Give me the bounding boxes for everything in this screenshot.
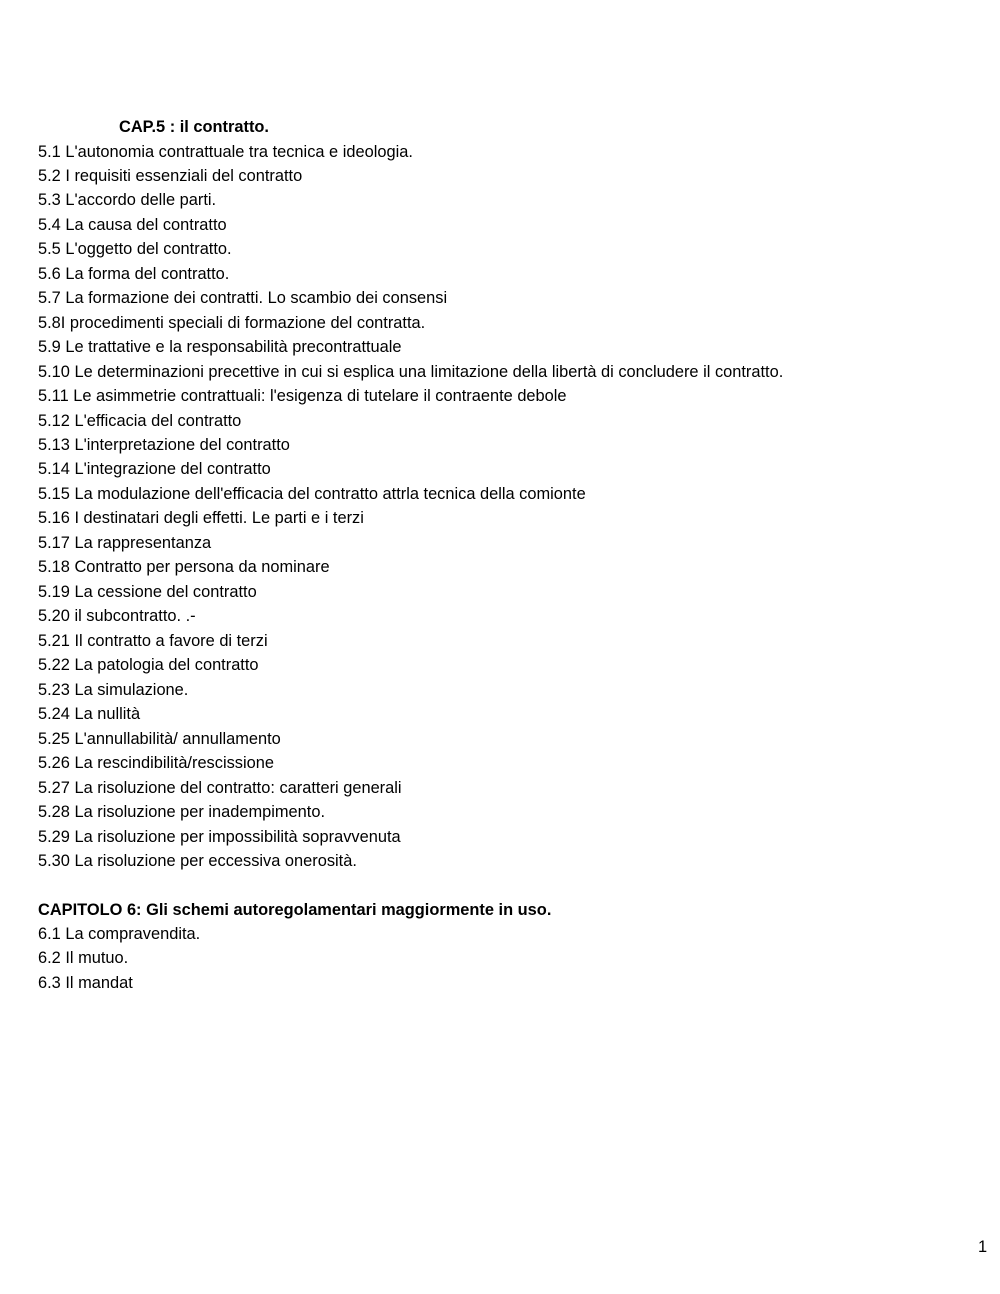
toc-item: 6.2 Il mutuo. xyxy=(38,949,129,967)
toc-item: 5.11 Le asimmetrie contrattuali: l'esigenza di tutelare il contraente debole xyxy=(38,387,567,405)
toc-item: 5.4 La causa del contratto xyxy=(38,216,227,234)
toc-item: 5.16 I destinatari degli effetti. Le parti e i terzi xyxy=(38,509,364,527)
chapter-6-title: CAPITOLO 6: Gli schemi autoregolamentari maggiormente in uso. xyxy=(38,901,552,919)
toc-item: 5.13 L'interpretazione del contratto xyxy=(38,436,290,454)
toc-item: 6.1 La compravendita. xyxy=(38,925,201,943)
toc-item: 6.3 Il mandat xyxy=(38,974,133,992)
toc-item: 5.14 L'integrazione del contratto xyxy=(38,460,271,478)
toc-item: 5.22 La patologia del contratto xyxy=(38,656,259,674)
toc-item: 5.18 Contratto per persona da nominare xyxy=(38,558,330,576)
toc-item: 5.21 Il contratto a favore di terzi xyxy=(38,632,268,650)
toc-item: 5.30 La risoluzione per eccessiva onerosità. xyxy=(38,852,357,870)
toc-item: 5.26 La rescindibilità/rescissione xyxy=(38,754,274,772)
toc-item: 5.15 La modulazione dell'efficacia del contratto attrla tecnica della comionte xyxy=(38,485,586,503)
toc-item: 5.28 La risoluzione per inadempimento. xyxy=(38,803,326,821)
toc-item: 5.17 La rappresentanza xyxy=(38,534,212,552)
page-number: 1 xyxy=(978,1238,988,1256)
toc-item: 5.29 La risoluzione per impossibilità sopravvenuta xyxy=(38,828,401,846)
toc-item: 5.20 il subcontratto. .- xyxy=(38,607,196,625)
toc-item: 5.3 L'accordo delle parti. xyxy=(38,191,217,209)
chapter-5-title: CAP.5 : il contratto. xyxy=(119,118,269,136)
toc-item: 5.7 La formazione dei contratti. Lo scambio dei consensi xyxy=(38,289,448,307)
toc-item: 5.1 L'autonomia contrattuale tra tecnica e ideologia. xyxy=(38,143,413,161)
toc-item: 5.8I procedimenti speciali di formazione del contratta. xyxy=(38,314,426,332)
toc-item: 5.25 L'annullabilità/ annullamento xyxy=(38,730,281,748)
toc-item: 5.2 I requisiti essenziali del contratto xyxy=(38,167,303,185)
toc-item: 5.6 La forma del contratto. xyxy=(38,265,230,283)
toc-item: 5.5 L'oggetto del contratto. xyxy=(38,240,232,258)
toc-item: 5.10 Le determinazioni precettive in cui si esplica una limitazione della libertà di concludere il contratto. xyxy=(38,363,784,381)
toc-item: 5.19 La cessione del contratto xyxy=(38,583,257,601)
toc-item: 5.23 La simulazione. xyxy=(38,681,189,699)
toc-item: 5.12 L'efficacia del contratto xyxy=(38,412,242,430)
toc-item: 5.27 La risoluzione del contratto: caratteri generali xyxy=(38,779,402,797)
toc-item: 5.24 La nullità xyxy=(38,705,141,723)
toc-item: 5.9 Le trattative e la responsabilità precontrattuale xyxy=(38,338,402,356)
